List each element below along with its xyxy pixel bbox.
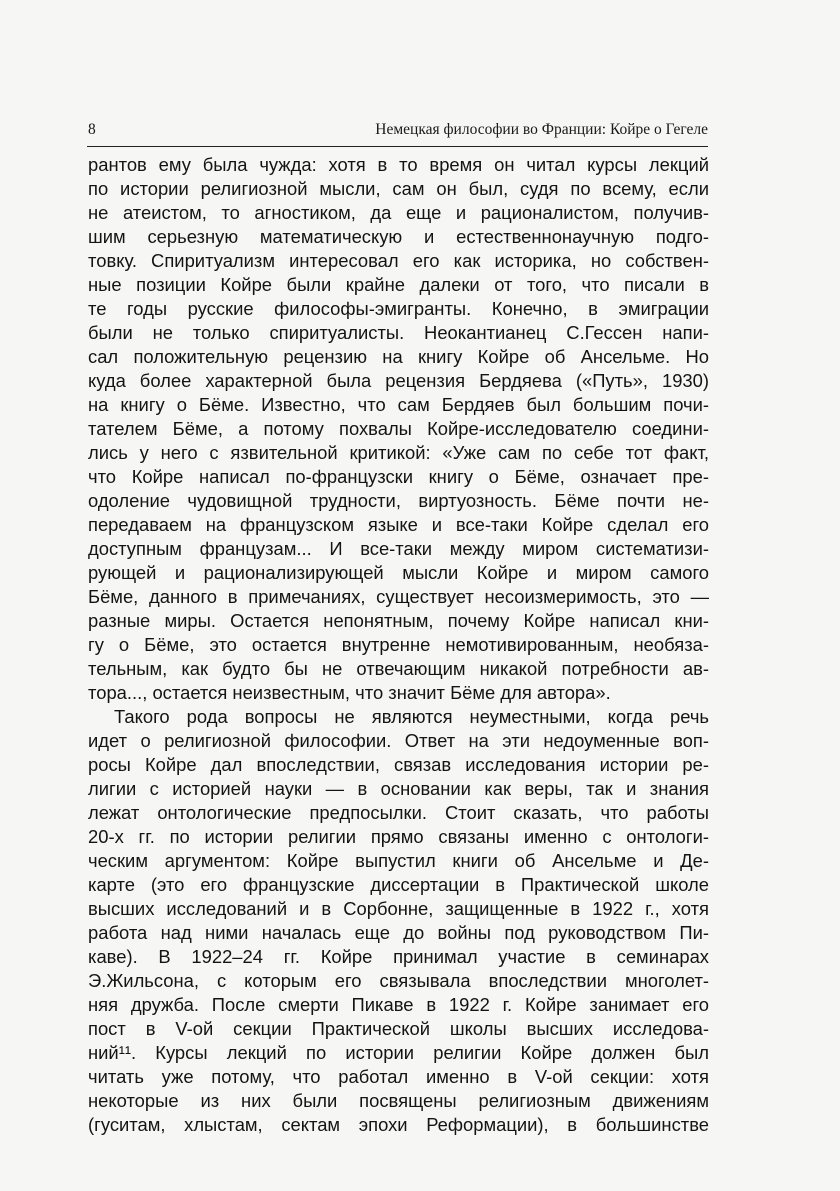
text-line: доступным французам... И все-таки между миром систематизи- — [88, 538, 709, 559]
text-line: были не только спиритуалисты. Неокантианец С.Гессен напи- — [88, 322, 709, 343]
text-line: тора..., остается неизвестным, что значит Бёме для автора». — [88, 682, 611, 703]
text-line: высших исследований и в Сорбонне, защищенные в 1922 г., хотя — [88, 898, 709, 919]
paragraph — [88, 705, 709, 1137]
text-line: не атеистом, то агностиком, да еще и рационалистом, получив- — [88, 202, 709, 223]
text-line: каве). В 1922–24 гг. Койре принимал участие в семинарах — [88, 946, 709, 967]
text-line: карте (это его французские диссертации в Практической школе — [88, 874, 709, 895]
text-line: 20-х гг. по истории религии прямо связаны именно с онтологи- — [88, 826, 709, 847]
text-line: гу о Бёме, это остается внутренне немотивированным, необяза- — [88, 634, 709, 655]
text-line: Такого рода вопросы не являются неуместными, когда речь — [114, 706, 709, 727]
running-title: Немецкая философии во Франции: Койре о Гегеле — [375, 121, 708, 138]
text-line: тателем Бёме, а потому похвалы Койре-исследователю соедини- — [88, 418, 709, 439]
text-line: лигии с историей науки — в основании как веры, так и знания — [88, 778, 709, 799]
text-line: рующей и рационализирующей мысли Койре и миром самого — [88, 562, 709, 583]
text-line: рантов ему была чужда: хотя в то время он читал курсы лекций — [88, 154, 709, 175]
text-line: сал положительную рецензию на книгу Койре об Ансельме. Но — [88, 346, 709, 367]
text-line: ческим аргументом: Койре выпустил книги об Ансельме и Де- — [88, 850, 709, 871]
text-line: разные миры. Остается непонятным, почему Койре написал кни- — [88, 610, 709, 631]
text-line: Э.Жильсона, с которым его связывала впоследствии многолет- — [88, 970, 709, 991]
text-line: лись у него с язвительной критикой: «Уже сам по себе тот факт, — [88, 442, 709, 463]
text-line: некоторые из них были посвящены религиозным движениям — [88, 1090, 709, 1111]
text-line: идет о религиозной философии. Ответ на эти недоуменные воп- — [88, 730, 709, 751]
paragraph — [88, 153, 709, 705]
text-line: (гуситам, хлыстам, сектам эпохи Реформации), в большинстве — [88, 1114, 709, 1135]
text-line: по истории религиозной мысли, сам он был, судя по всему, если — [88, 178, 709, 199]
text-line: ные позиции Койре были крайне далеки от того, что писали в — [88, 274, 709, 295]
text-line: работа над ними началась еще до войны под руководством Пи- — [88, 922, 709, 943]
page-header — [87, 121, 708, 147]
text-line: тельным, как будто бы не отвечающим никакой потребности ав- — [88, 658, 709, 679]
text-line: лежат онтологические предпосылки. Стоит сказать, что работы — [88, 802, 709, 823]
text-line: товку. Спиритуализм интересовал его как историка, но собствен- — [88, 250, 709, 271]
text-line: куда более характерной была рецензия Бердяева («Путь», 1930) — [88, 370, 709, 391]
text-line: на книгу о Бёме. Известно, что сам Бердяев был большим почи- — [88, 394, 709, 415]
text-line: те годы русские философы-эмигранты. Конечно, в эмиграции — [88, 298, 709, 319]
text-line: ний¹¹. Курсы лекций по истории религии Койре должен был — [88, 1042, 709, 1063]
page-number: 8 — [88, 121, 96, 138]
text-line: читать уже потому, что работал именно в V-ой секции: хотя — [88, 1066, 709, 1087]
text-line: пост в V-ой секции Практической школы высших исследова- — [88, 1018, 709, 1039]
text-line: росы Койре дал впоследствии, связав исследования истории ре- — [88, 754, 709, 775]
text-line: шим серьезную математическую и естественнонаучную подго- — [88, 226, 709, 247]
body-text — [88, 153, 709, 1137]
text-line: одоление чудовищной трудности, виртуозность. Бёме почти не- — [88, 490, 709, 511]
text-line: няя дружба. После смерти Пикаве в 1922 г. Койре занимает его — [88, 994, 709, 1015]
text-line: что Койре написал по-французски книгу о Бёме, означает пре- — [88, 466, 709, 487]
text-line: передаваем на французском языке и все-таки Койре сделал его — [88, 514, 709, 535]
text-line: Бёме, данного в примечаниях, существует несоизмеримость, это — — [88, 586, 709, 607]
